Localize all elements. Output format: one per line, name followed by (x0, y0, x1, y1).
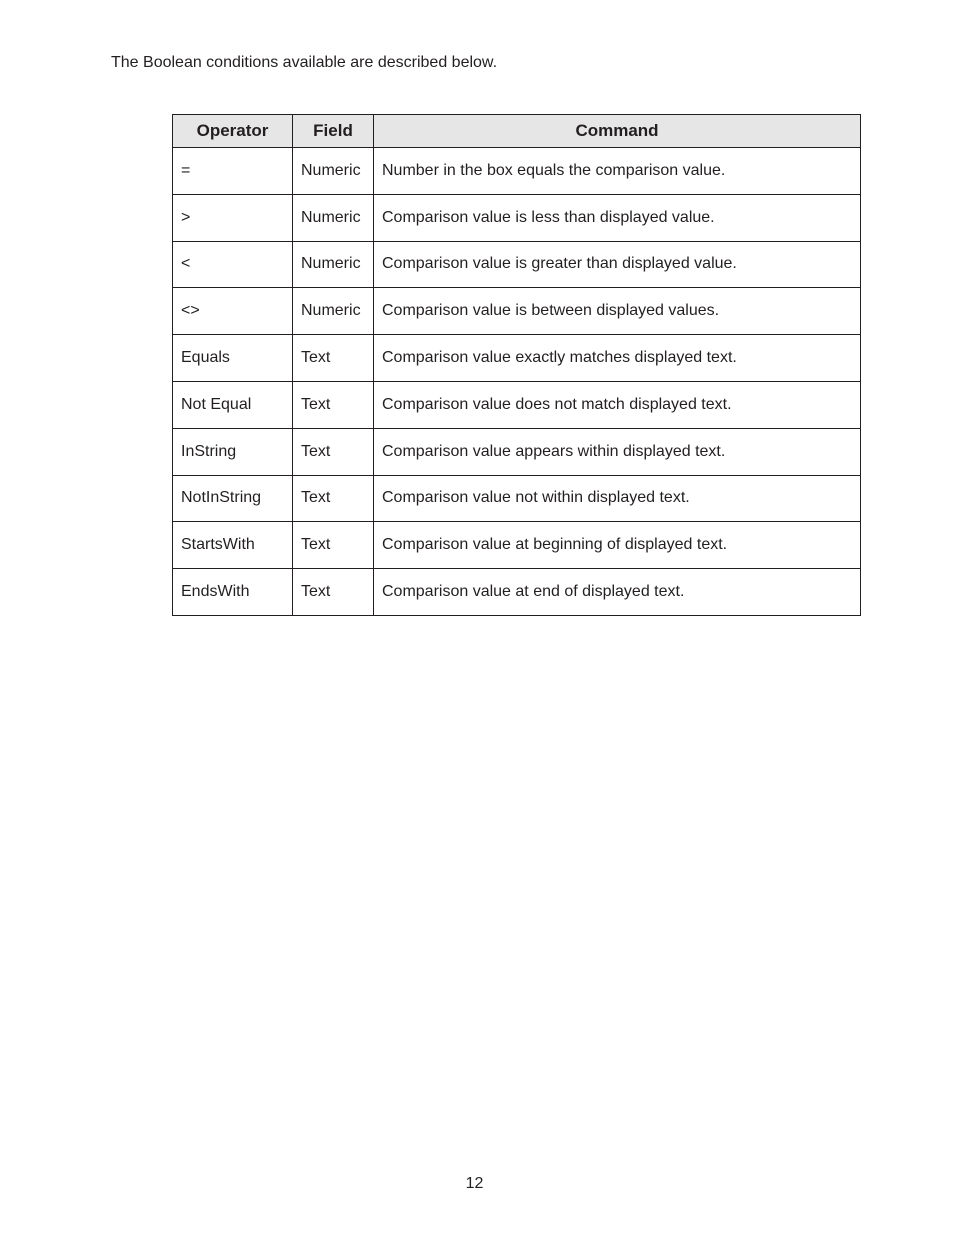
page-number: 12 (465, 1175, 484, 1192)
boolean-conditions-table (172, 114, 861, 616)
operator-cell: EndsWith (173, 569, 293, 616)
header-operator: Operator (173, 115, 293, 148)
field-cell: Numeric (293, 241, 374, 288)
operator-cell: Not Equal (173, 381, 293, 428)
field-cell: Text (293, 569, 374, 616)
table-row (173, 148, 861, 195)
header-command: Command (374, 115, 861, 148)
field-cell: Numeric (293, 148, 374, 195)
table-row (173, 569, 861, 616)
operator-cell: InString (173, 428, 293, 475)
command-cell: Number in the box equals the comparison value. (374, 148, 861, 195)
table-row (173, 335, 861, 382)
table-header (173, 115, 861, 148)
table-row (173, 522, 861, 569)
field-cell: Text (293, 428, 374, 475)
table-row (173, 381, 861, 428)
header-row (173, 115, 861, 148)
table-row (173, 288, 861, 335)
field-cell: Text (293, 522, 374, 569)
table-row (173, 428, 861, 475)
field-cell: Numeric (293, 288, 374, 335)
operator-cell: Equals (173, 335, 293, 382)
command-cell: Comparison value at beginning of displayed text. (374, 522, 861, 569)
operator-cell: = (173, 148, 293, 195)
table-row (173, 475, 861, 522)
command-cell: Comparison value does not match displayed text. (374, 381, 861, 428)
field-cell: Text (293, 381, 374, 428)
command-cell: Comparison value is greater than displayed value. (374, 241, 861, 288)
table-row (173, 194, 861, 241)
header-field: Field (293, 115, 374, 148)
intro-paragraph: The Boolean conditions available are described below. (111, 54, 498, 71)
command-cell: Comparison value not within displayed text. (374, 475, 861, 522)
table-row (173, 241, 861, 288)
command-cell: Comparison value at end of displayed text. (374, 569, 861, 616)
command-cell: Comparison value appears within displayed text. (374, 428, 861, 475)
table-body (173, 148, 861, 616)
field-cell: Text (293, 335, 374, 382)
field-cell: Text (293, 475, 374, 522)
command-cell: Comparison value is between displayed values. (374, 288, 861, 335)
operator-cell: > (173, 194, 293, 241)
command-cell: Comparison value exactly matches displayed text. (374, 335, 861, 382)
field-cell: Numeric (293, 194, 374, 241)
operator-cell: < (173, 241, 293, 288)
operator-cell: <> (173, 288, 293, 335)
operator-cell: NotInString (173, 475, 293, 522)
operator-cell: StartsWith (173, 522, 293, 569)
command-cell: Comparison value is less than displayed value. (374, 194, 861, 241)
